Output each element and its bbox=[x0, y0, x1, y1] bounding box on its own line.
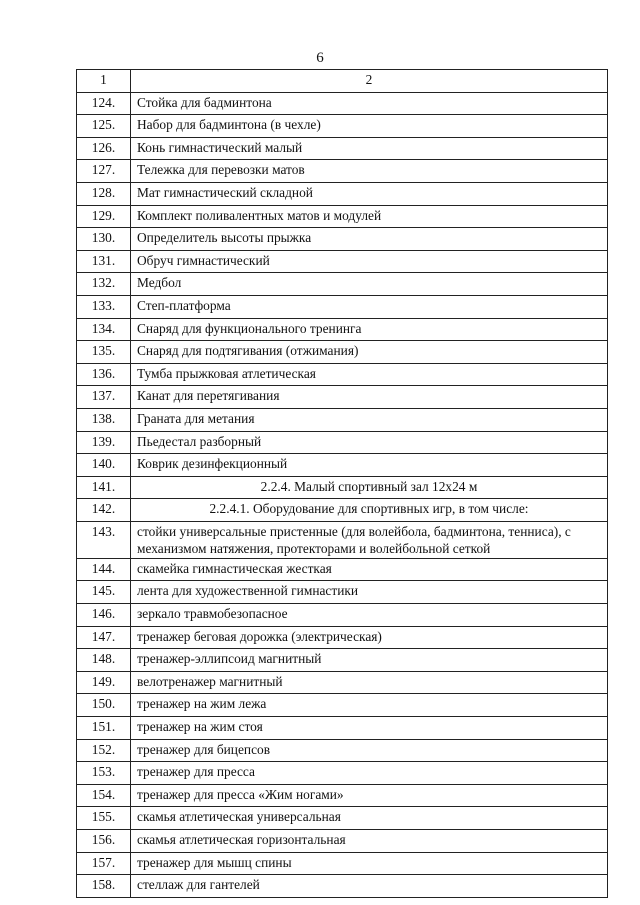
table-row bbox=[77, 626, 608, 649]
item-name: зеркало травмобезопасное bbox=[131, 604, 608, 627]
item-name: Граната для метания bbox=[131, 408, 608, 431]
row-number: 158. bbox=[77, 875, 131, 898]
table-row bbox=[77, 784, 608, 807]
table-row bbox=[77, 499, 608, 522]
table-row bbox=[77, 205, 608, 228]
row-number: 149. bbox=[77, 671, 131, 694]
item-name: Определитель высоты прыжка bbox=[131, 228, 608, 251]
row-number: 131. bbox=[77, 250, 131, 273]
item-name: Коврик дезинфекционный bbox=[131, 454, 608, 477]
item-name: Степ-платформа bbox=[131, 295, 608, 318]
item-name: тренажер для бицепсов bbox=[131, 739, 608, 762]
row-number: 143. bbox=[77, 521, 131, 558]
table-row bbox=[77, 363, 608, 386]
table-row bbox=[77, 558, 608, 581]
item-name: тренажер для пресса bbox=[131, 762, 608, 785]
row-number: 130. bbox=[77, 228, 131, 251]
row-number: 129. bbox=[77, 205, 131, 228]
table-row bbox=[77, 250, 608, 273]
row-number: 148. bbox=[77, 649, 131, 672]
row-number: 140. bbox=[77, 454, 131, 477]
item-name: стеллаж для гантелей bbox=[131, 875, 608, 898]
row-number: 132. bbox=[77, 273, 131, 296]
row-number: 157. bbox=[77, 852, 131, 875]
item-name: Канат для перетягивания bbox=[131, 386, 608, 409]
item-name: Медбол bbox=[131, 273, 608, 296]
equipment-table bbox=[76, 69, 608, 898]
header-cell-number: 1 bbox=[77, 70, 131, 93]
table-row bbox=[77, 875, 608, 898]
table-row bbox=[77, 604, 608, 627]
table-row bbox=[77, 476, 608, 499]
item-name: Тележка для перевозки матов bbox=[131, 160, 608, 183]
item-name: Набор для бадминтона (в чехле) bbox=[131, 115, 608, 138]
table-row bbox=[77, 137, 608, 160]
item-name: тренажер для пресса «Жим ногами» bbox=[131, 784, 608, 807]
table-row bbox=[77, 807, 608, 830]
table-row bbox=[77, 717, 608, 740]
row-number: 133. bbox=[77, 295, 131, 318]
item-name: Снаряд для функционального тренинга bbox=[131, 318, 608, 341]
table-row bbox=[77, 341, 608, 364]
row-number: 151. bbox=[77, 717, 131, 740]
item-name: скамья атлетическая универсальная bbox=[131, 807, 608, 830]
item-name: тренажер на жим стоя bbox=[131, 717, 608, 740]
table-row bbox=[77, 318, 608, 341]
section-heading: 2.2.4.1. Оборудование для спортивных игр, в том числе: bbox=[131, 499, 608, 522]
item-name: Снаряд для подтягивания (отжимания) bbox=[131, 341, 608, 364]
table-row bbox=[77, 295, 608, 318]
row-number: 134. bbox=[77, 318, 131, 341]
item-name: Комплект поливалентных матов и модулей bbox=[131, 205, 608, 228]
row-number: 147. bbox=[77, 626, 131, 649]
item-name: Обруч гимнастический bbox=[131, 250, 608, 273]
table-row bbox=[77, 762, 608, 785]
table-row bbox=[77, 454, 608, 477]
item-name: стойки универсальные пристенные (для волейбола, бадминтона, тенниса), с механизмом натяжения, протекторами и волейбольной сеткой bbox=[131, 521, 608, 558]
item-name: Мат гимнастический складной bbox=[131, 182, 608, 205]
row-number: 124. bbox=[77, 92, 131, 115]
header-cell-name: 2 bbox=[131, 70, 608, 93]
table-row bbox=[77, 115, 608, 138]
row-number: 125. bbox=[77, 115, 131, 138]
item-name: скамейка гимнастическая жесткая bbox=[131, 558, 608, 581]
row-number: 154. bbox=[77, 784, 131, 807]
table-body bbox=[77, 70, 608, 898]
item-name: тренажер-эллипсоид магнитный bbox=[131, 649, 608, 672]
row-number: 137. bbox=[77, 386, 131, 409]
table-row bbox=[77, 852, 608, 875]
row-number: 155. bbox=[77, 807, 131, 830]
table-row bbox=[77, 182, 608, 205]
item-name: тренажер на жим лежа bbox=[131, 694, 608, 717]
table-row bbox=[77, 92, 608, 115]
table-row bbox=[77, 408, 608, 431]
row-number: 127. bbox=[77, 160, 131, 183]
item-name: велотренажер магнитный bbox=[131, 671, 608, 694]
row-number: 145. bbox=[77, 581, 131, 604]
table-row bbox=[77, 273, 608, 296]
table-row bbox=[77, 739, 608, 762]
row-number: 136. bbox=[77, 363, 131, 386]
table-header-row bbox=[77, 70, 608, 93]
item-name: скамья атлетическая горизонтальная bbox=[131, 830, 608, 853]
row-number: 152. bbox=[77, 739, 131, 762]
item-name: Пьедестал разборный bbox=[131, 431, 608, 454]
row-number: 139. bbox=[77, 431, 131, 454]
row-number: 146. bbox=[77, 604, 131, 627]
row-number: 150. bbox=[77, 694, 131, 717]
item-name: лента для художественной гимнастики bbox=[131, 581, 608, 604]
item-name: Стойка для бадминтона bbox=[131, 92, 608, 115]
page-number: 6 bbox=[316, 50, 324, 66]
table-row bbox=[77, 830, 608, 853]
row-number: 156. bbox=[77, 830, 131, 853]
row-number: 135. bbox=[77, 341, 131, 364]
table-row bbox=[77, 521, 608, 558]
table-row bbox=[77, 160, 608, 183]
row-number: 141. bbox=[77, 476, 131, 499]
table-row bbox=[77, 431, 608, 454]
row-number: 128. bbox=[77, 182, 131, 205]
table-row bbox=[77, 671, 608, 694]
table-row bbox=[77, 386, 608, 409]
table-row bbox=[77, 581, 608, 604]
table-row bbox=[77, 649, 608, 672]
row-number: 126. bbox=[77, 137, 131, 160]
table-row bbox=[77, 694, 608, 717]
row-number: 142. bbox=[77, 499, 131, 522]
row-number: 138. bbox=[77, 408, 131, 431]
item-name: Конь гимнастический малый bbox=[131, 137, 608, 160]
item-name: тренажер для мышц спины bbox=[131, 852, 608, 875]
item-name: тренажер беговая дорожка (электрическая) bbox=[131, 626, 608, 649]
item-name: Тумба прыжковая атлетическая bbox=[131, 363, 608, 386]
row-number: 144. bbox=[77, 558, 131, 581]
section-heading: 2.2.4. Малый спортивный зал 12х24 м bbox=[131, 476, 608, 499]
table-row bbox=[77, 228, 608, 251]
row-number: 153. bbox=[77, 762, 131, 785]
